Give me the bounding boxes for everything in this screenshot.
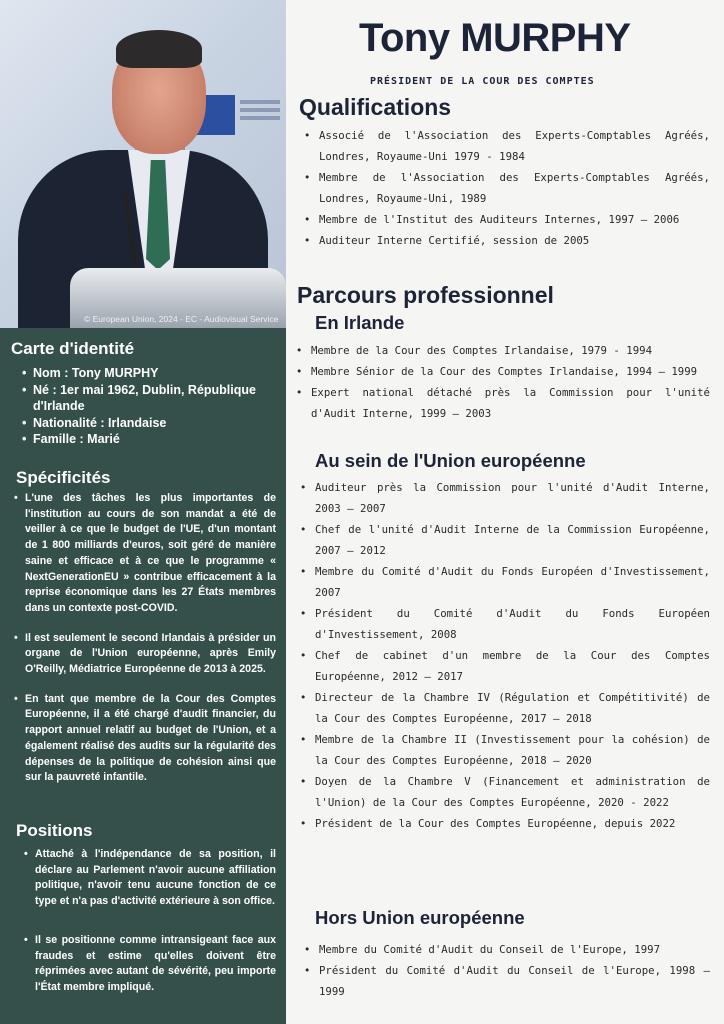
right-column bbox=[286, 0, 724, 1024]
career-item: • Président du Comité d'Audit du Fonds Européen d'Investissement, 2008 bbox=[298, 603, 710, 645]
qualification-item: • Membre de l'Institut des Auditeurs Internes, 1997 – 2006 bbox=[302, 209, 710, 230]
specificity-item: • En tant que membre de la Cour des Comptes Européenne, il a été chargé d'audit financier, du rapport annuel relatif au budget de l'Union, et a également réalisé des audits sur la régularité des dépenses de la politique de cohésion ainsi que sur la pauvreté infantile. bbox=[14, 692, 276, 786]
identity-item: • Nationalité : Irlandaise bbox=[22, 415, 280, 432]
career-item: • Membre du Comité d'Audit du Fonds Européen d'Investissement, 2007 bbox=[298, 561, 710, 603]
outside-eu-list bbox=[302, 939, 710, 1002]
career-item: • Membre du Comité d'Audit du Conseil de l'Europe, 1997 bbox=[302, 939, 710, 960]
career-item: • Doyen de la Chambre V (Financement et administration de l'Union) de la Cour des Comptes Européenne, 2020 - 2022 bbox=[298, 771, 710, 813]
specificities-list bbox=[14, 491, 276, 800]
identity-item: • Né : 1er mai 1962, Dublin, République d'Irlande bbox=[22, 382, 280, 415]
specificities-heading: Spécificités bbox=[16, 468, 111, 487]
qualification-item: • Auditeur Interne Certifié, session de 2005 bbox=[302, 230, 710, 251]
photo-credit: © European Union, 2024 - EC - Audiovisual Service bbox=[84, 314, 279, 324]
position-item: • Attaché à l'indépendance de sa position, il déclare au Parlement n'avoir aucune affiliation politique, n'avoir tenu aucune fonction de ce type et n'a pas d'activité extérieure à son office. bbox=[24, 847, 276, 910]
qualifications-list bbox=[302, 125, 710, 251]
career-item: • Auditeur près la Commission pour l'unité d'Audit Interne, 2003 – 2007 bbox=[298, 477, 710, 519]
career-item: • Membre de la Cour des Comptes Irlandaise, 1979 - 1994 bbox=[294, 340, 710, 361]
identity-item: • Nom : Tony MURPHY bbox=[22, 365, 280, 382]
ireland-heading: En Irlande bbox=[315, 312, 405, 333]
career-item: • Membre Sénior de la Cour des Comptes Irlandaise, 1994 – 1999 bbox=[294, 361, 710, 382]
positions-list bbox=[24, 847, 276, 1019]
specificity-item: • L'une des tâches les plus importantes de l'institution au cours de son mandat a été de veiller à ce que le budget de l'UE, d'un montant de 1 800 milliards d'euros, soit géré de manière saine et efficace et à ce que le programme « NextGenerationEU » contribue efficacement à la reprise économique dans les 27 États membres dans un contexte post-COVID. bbox=[14, 491, 276, 617]
career-item: • Directeur de la Chambre IV (Régulation et Compétitivité) de la Cour des Comptes Européenne, 2017 – 2018 bbox=[298, 687, 710, 729]
ireland-list bbox=[294, 340, 710, 424]
identity-heading: Carte d'identité bbox=[11, 339, 135, 358]
career-item: • Chef de cabinet d'un membre de la Cour des Comptes Européenne, 2012 – 2017 bbox=[298, 645, 710, 687]
person-title: PRÉSIDENT DE LA COUR DES COMPTES bbox=[370, 76, 595, 87]
career-item: • Président de la Cour des Comptes Européenne, depuis 2022 bbox=[298, 813, 710, 834]
portrait-photo bbox=[0, 0, 286, 328]
profile-panel bbox=[0, 328, 286, 1024]
specificity-item: • Il est seulement le second Irlandais à présider un organe de l'Union européenne, après Emily O'Reilly, Médiatrice Européenne de 2013 à 2025. bbox=[14, 631, 276, 678]
positions-heading: Positions bbox=[16, 821, 93, 840]
identity-list bbox=[22, 365, 280, 448]
career-item: • Membre de la Chambre II (Investissement pour la cohésion) de la Cour des Comptes Européenne, 2018 – 2020 bbox=[298, 729, 710, 771]
career-item: • Expert national détaché près la Commission pour l'unité d'Audit Interne, 1999 – 2003 bbox=[294, 382, 710, 424]
eu-heading: Au sein de l'Union européenne bbox=[315, 450, 586, 471]
career-item: • Chef de l'unité d'Audit Interne de la Commission Européenne, 2007 – 2012 bbox=[298, 519, 710, 561]
qualification-item: • Membre de l'Association des Experts-Comptables Agréés, Londres, Royaume-Uni, 1989 bbox=[302, 167, 710, 209]
qualifications-heading: Qualifications bbox=[299, 94, 452, 120]
career-heading: Parcours professionnel bbox=[297, 282, 554, 308]
person-name: Tony MURPHY bbox=[359, 16, 631, 60]
eu-list bbox=[298, 477, 710, 834]
position-item: • Il se positionne comme intransigeant face aux fraudes et estime qu'elles doivent être réprimées avec autant de sévérité, peu importe l'État membre impliqué. bbox=[24, 933, 276, 996]
outside-eu-heading: Hors Union européenne bbox=[315, 907, 525, 928]
left-column bbox=[0, 0, 286, 1024]
identity-item: • Famille : Marié bbox=[22, 431, 280, 448]
qualification-item: • Associé de l'Association des Experts-Comptables Agréés, Londres, Royaume-Uni 1979 - 1984 bbox=[302, 125, 710, 167]
career-item: • Président du Comité d'Audit du Conseil de l'Europe, 1998 – 1999 bbox=[302, 960, 710, 1002]
